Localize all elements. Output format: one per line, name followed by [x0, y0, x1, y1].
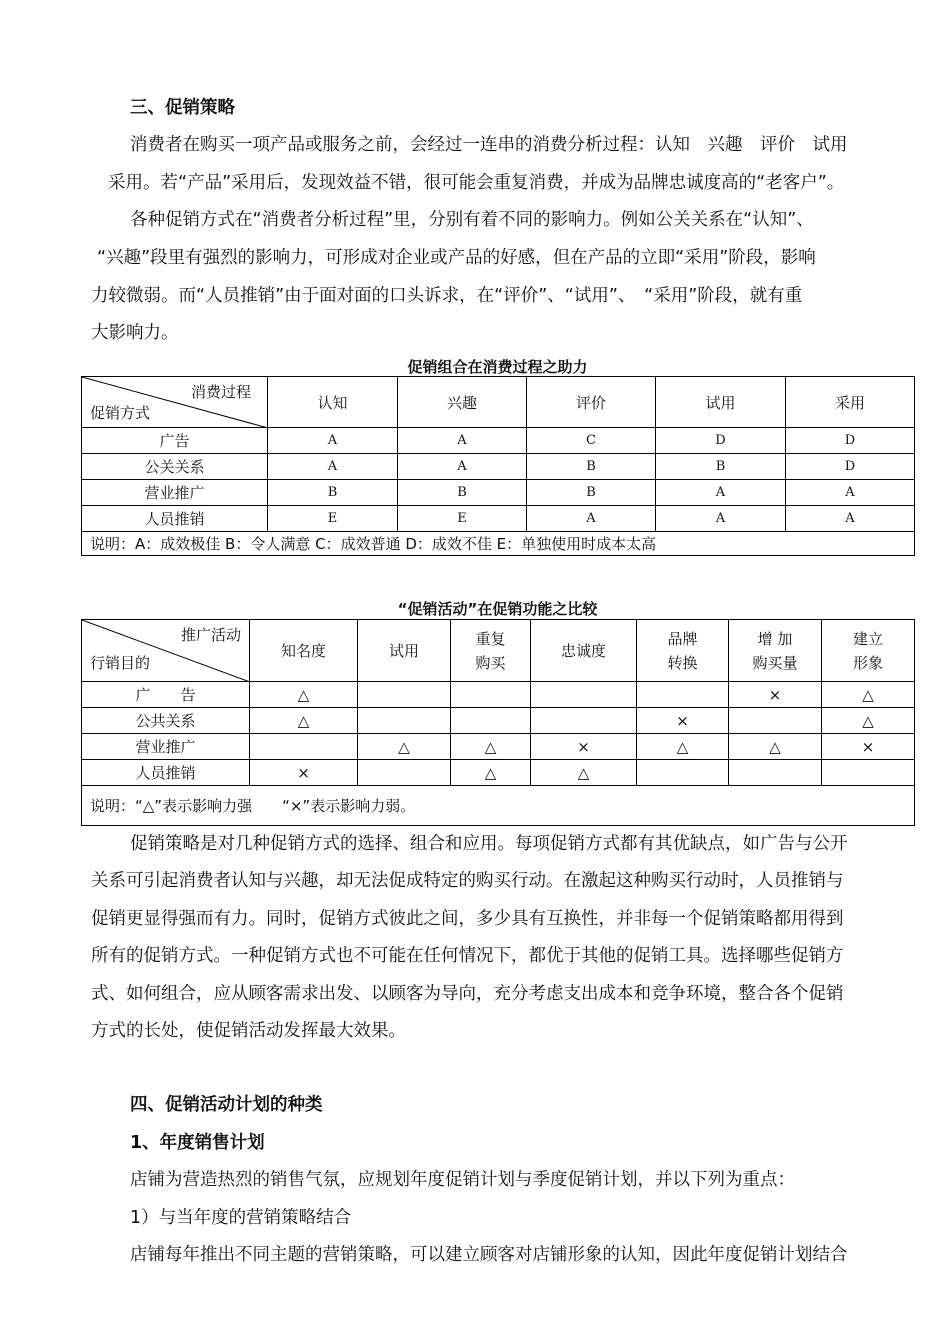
table-cell: △ [250, 682, 358, 708]
table-cell: A [268, 428, 398, 454]
table-cell [822, 760, 915, 786]
table-cell: D [786, 428, 915, 454]
row-label: 广 告 [82, 682, 250, 708]
paragraph-line: 式、如何组合，应从顾客需求出发、以顾客为导向，充分考虑支出成本和竞争环境，整合各个促销 [91, 984, 844, 1004]
table-cell [358, 708, 451, 734]
section-heading: 三、促销策略 [130, 98, 235, 118]
table-cell: △ [822, 708, 915, 734]
paragraph-line: 大影响力。 [91, 323, 179, 343]
table-row [82, 480, 915, 506]
table-cell: D [656, 428, 786, 454]
table-row [82, 454, 915, 480]
table-note: 说明：A：成效极佳 B：令人满意 C：成效普通 D：成效不佳 E：单独使用时成本太高 [82, 532, 915, 556]
table-cell: A [268, 454, 398, 480]
table-cell [451, 682, 531, 708]
row-label: 公共关系 [82, 708, 250, 734]
subsection-heading: 1、年度销售计划 [130, 1133, 265, 1153]
column-header: 建立 形象 [822, 620, 915, 682]
table-corner-header [82, 620, 250, 682]
table-row [82, 734, 915, 760]
column-header: 认知 [268, 377, 398, 428]
table-cell [250, 734, 358, 760]
corner-top-label: 消费过程 [190, 383, 251, 401]
column-header: 兴趣 [398, 377, 527, 428]
table-cell: D [786, 454, 915, 480]
table-cell: △ [822, 682, 915, 708]
column-header: 评价 [527, 377, 656, 428]
paragraph-line: “兴趣”段里有强烈的影响力，可形成对企业或产品的好感，但在产品的立即“采用”阶段，影响 [97, 248, 816, 268]
table-cell: A [398, 428, 527, 454]
column-header: 品牌 转换 [637, 620, 729, 682]
table-title: “促销活动”在促销功能之比较 [397, 600, 598, 618]
table-cell [637, 760, 729, 786]
row-label: 营业推广 [82, 734, 250, 760]
corner-bottom-label: 促销方式 [90, 404, 151, 422]
corner-top-label: 推广活动 [180, 626, 241, 644]
paragraph-line: 力较微弱。而“人员推销”由于面对面的口头诉求，在“评价”、“试用”、 “采用”阶段，就有重 [91, 286, 803, 306]
list-item: 1）与当年度的营销策略结合 [130, 1208, 352, 1228]
paragraph-line: 所有的促销方式。一种促销方式也不可能在任何情况下，都优于其他的促销工具。选择哪些促销方 [91, 946, 844, 966]
table-cell: △ [358, 734, 451, 760]
row-label: 人员推销 [82, 506, 268, 532]
paragraph-line: 店铺为营造热烈的销售气氛，应规划年度促销计划与季度促销计划，并以下列为重点： [130, 1170, 795, 1190]
table-note: 说明：“△”表示影响力强 “×”表示影响力弱。 [82, 786, 915, 826]
table-cell: × [637, 708, 729, 734]
corner-bottom-label: 行销目的 [90, 654, 151, 672]
table-cell: △ [637, 734, 729, 760]
table-cell: △ [250, 708, 358, 734]
paragraph-line: 各种促销方式在“消费者分析过程”里，分别有着不同的影响力。例如公关关系在“认知”、 [130, 210, 814, 230]
paragraph-line: 店铺每年推出不同主题的营销策略，可以建立顾客对店铺形象的认知，因此年度促销计划结合 [130, 1245, 848, 1265]
table-cell: × [822, 734, 915, 760]
table-cell [637, 682, 729, 708]
table-cell [358, 682, 451, 708]
table-cell [729, 760, 822, 786]
column-header: 试用 [656, 377, 786, 428]
paragraph-line: 方式的长处，使促销活动发挥最大效果。 [91, 1021, 406, 1041]
column-header: 重复 购买 [451, 620, 531, 682]
row-label: 广告 [82, 428, 268, 454]
table-cell: △ [451, 760, 531, 786]
table-cell: B [398, 480, 527, 506]
table-corner-header [82, 377, 268, 428]
table-cell [358, 760, 451, 786]
table-cell: A [398, 454, 527, 480]
table-cell [729, 708, 822, 734]
table-cell: A [527, 506, 656, 532]
paragraph-line: 促销更显得强而有力。同时，促销方式彼此之间，多少具有互换性，并非每一个促销策略都用得到 [91, 909, 844, 929]
table-cell: B [656, 454, 786, 480]
table-cell: × [250, 760, 358, 786]
table-title: 促销组合在消费过程之助力 [407, 358, 588, 376]
column-header: 试用 [358, 620, 451, 682]
table-cell: A [786, 506, 915, 532]
paragraph-line: 采用。若“产品”采用后，发现效益不错，很可能会重复消费，并成为品牌忠诚度高的“老客户”。 [108, 173, 845, 193]
paragraph-line: 促销策略是对几种促销方式的选择、组合和应用。每项促销方式都有其优缺点，如广告与公开 [130, 834, 848, 854]
promotion-function-table [81, 619, 915, 826]
row-label: 人员推销 [82, 760, 250, 786]
table-row [82, 708, 915, 734]
column-header: 知名度 [250, 620, 358, 682]
table-cell: × [729, 682, 822, 708]
table-cell: B [527, 480, 656, 506]
table-row [82, 506, 915, 532]
table-cell: × [531, 734, 637, 760]
table-cell [531, 708, 637, 734]
column-header: 忠诚度 [531, 620, 637, 682]
table-cell: C [527, 428, 656, 454]
row-label: 营业推广 [82, 480, 268, 506]
table-cell: △ [729, 734, 822, 760]
table-cell: A [656, 506, 786, 532]
table-cell [531, 682, 637, 708]
table-cell [451, 708, 531, 734]
section-heading: 四、促销活动计划的种类 [130, 1095, 323, 1115]
table-row [82, 760, 915, 786]
paragraph-line: 消费者在购买一项产品或服务之前，会经过一连串的消费分析过程：认知 兴趣 评价 试用 [130, 135, 848, 155]
row-label: 公关关系 [82, 454, 268, 480]
column-header: 采用 [786, 377, 915, 428]
promotion-process-table [81, 376, 915, 556]
table-row [82, 428, 915, 454]
table-cell: △ [451, 734, 531, 760]
table-cell: A [656, 480, 786, 506]
table-cell: B [527, 454, 656, 480]
table-cell: B [268, 480, 398, 506]
table-cell: A [786, 480, 915, 506]
table-row [82, 682, 915, 708]
table-cell: E [398, 506, 527, 532]
column-header: 增 加 购买量 [729, 620, 822, 682]
paragraph-line: 关系可引起消费者认知与兴趣，却无法促成特定的购买行动。在激起这种购买行动时，人员推销与 [91, 871, 844, 891]
table-cell: △ [531, 760, 637, 786]
table-cell: E [268, 506, 398, 532]
